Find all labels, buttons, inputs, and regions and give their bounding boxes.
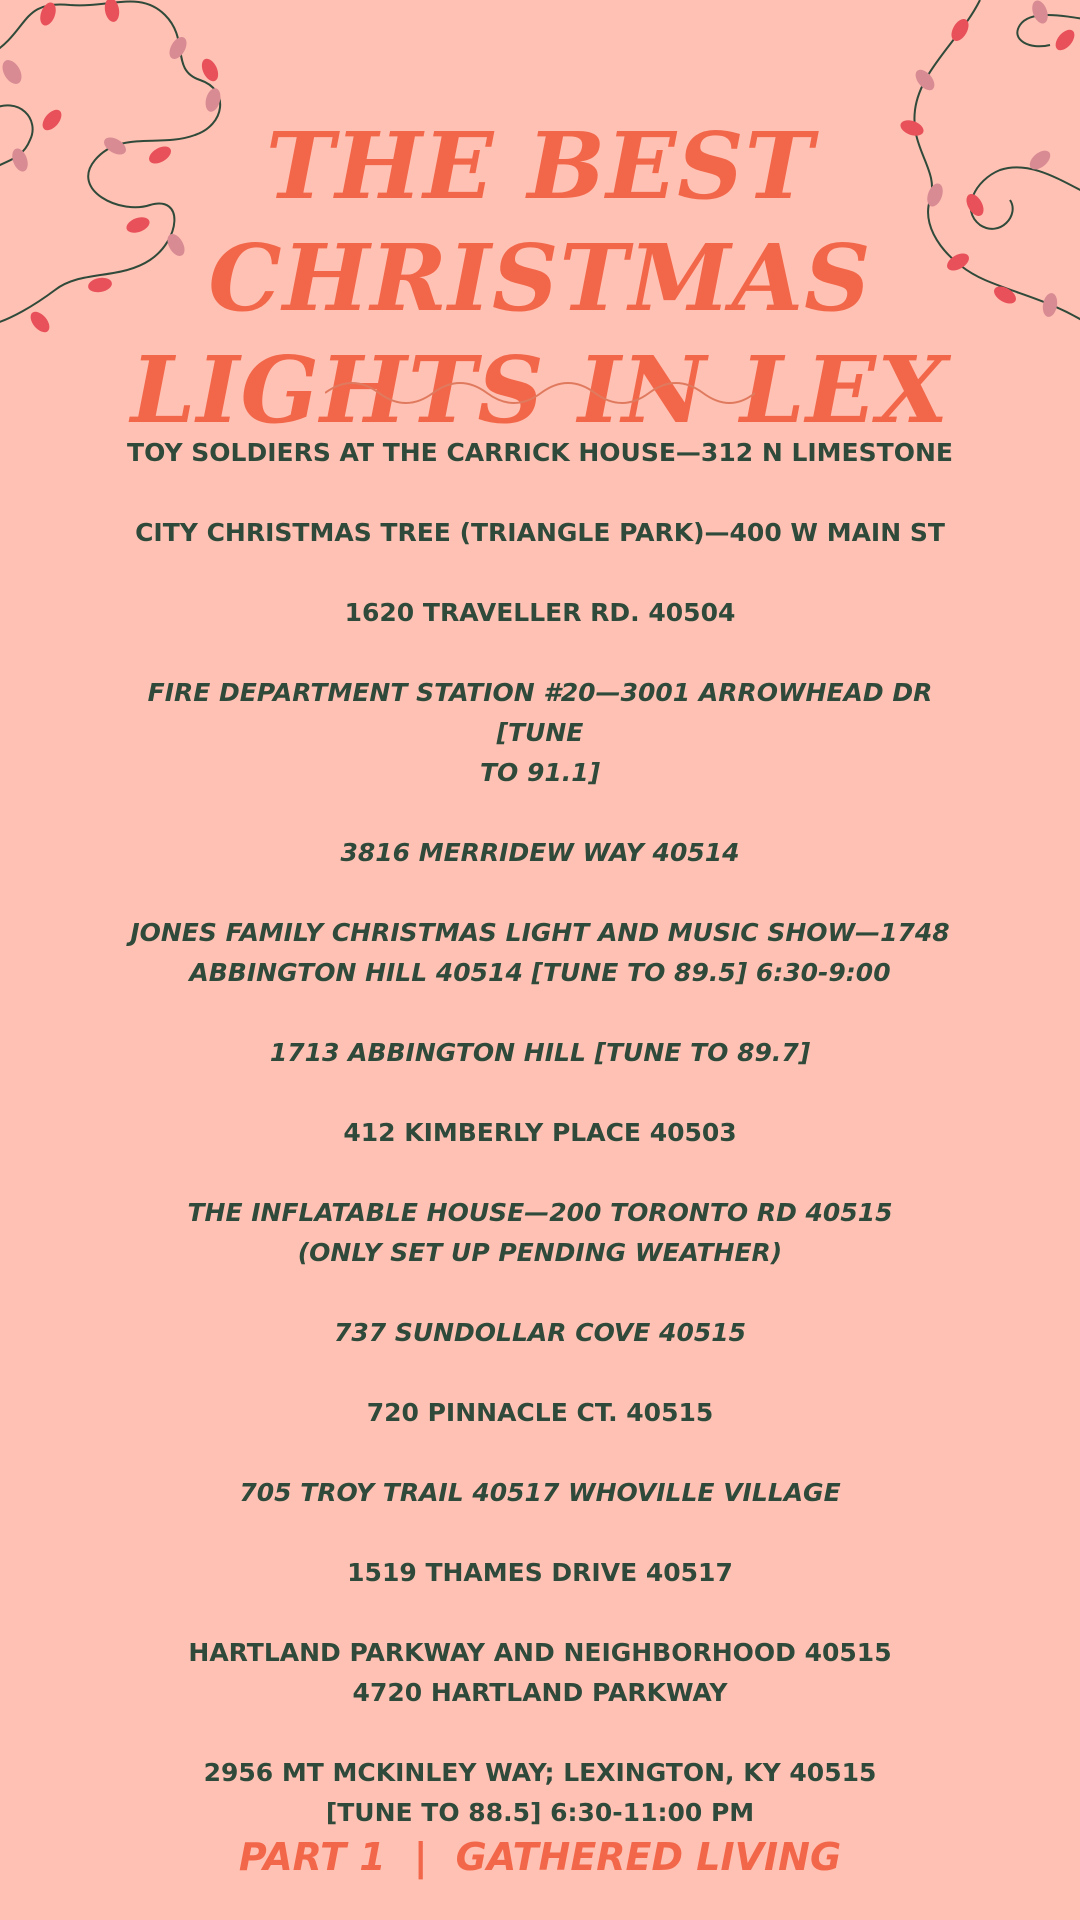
location-item: 720 PINNACLE CT. 40515 — [366, 1398, 714, 1427]
title-line-2: CHRISTMAS — [208, 223, 872, 332]
location-item: 412 KIMBERLY PLACE 40503 — [343, 1118, 737, 1147]
footer — [0, 1832, 1080, 1882]
footer-separator: | — [413, 1835, 428, 1879]
location-item: 1519 THAMES DRIVE 40517 — [347, 1558, 733, 1587]
location-item: CITY CHRISTMAS TREE (TRIANGLE PARK)—400 W MAIN ST — [135, 518, 945, 547]
location-item: JONES FAMILY CHRISTMAS LIGHT AND MUSIC SHOW—1748 ABBINGTON HILL 40514 [TUNE TO 89.5] 6:30-9:00 — [130, 918, 950, 987]
location-item: FIRE DEPARTMENT STATION #20—3001 ARROWHEAD DR [TUNE TO 91.1] — [147, 678, 933, 787]
location-item: 1620 TRAVELLER RD. 40504 — [344, 598, 736, 627]
footer-part-label: PART 1 — [238, 1835, 386, 1879]
location-item: THE INFLATABLE HOUSE—200 TORONTO RD 40515 (ONLY SET UP PENDING WEATHER) — [187, 1198, 893, 1267]
wavy-divider — [325, 378, 755, 408]
location-item: 3816 MERRIDEW WAY 40514 — [340, 838, 740, 867]
location-item: HARTLAND PARKWAY AND NEIGHBORHOOD 40515 4720 HARTLAND PARKWAY — [188, 1638, 892, 1707]
title-line-1: THE BEST — [265, 111, 815, 220]
location-list — [110, 433, 970, 1873]
location-item: 2956 MT MCKINLEY WAY; LEXINGTON, KY 40515 [TUNE TO 88.5] 6:30-11:00 PM — [203, 1758, 877, 1827]
footer-brand: GATHERED LIVING — [455, 1835, 842, 1879]
location-item: 737 SUNDOLLAR COVE 40515 — [333, 1318, 747, 1347]
location-item: 705 TROY TRAIL 40517 WHOVILLE VILLAGE — [239, 1478, 841, 1507]
location-item: 1713 ABBINGTON HILL [TUNE TO 89.7] — [269, 1038, 811, 1067]
location-item: TOY SOLDIERS AT THE CARRICK HOUSE—312 N LIMESTONE — [127, 438, 953, 467]
title-line-3: LIGHTS IN LEX — [130, 335, 950, 444]
